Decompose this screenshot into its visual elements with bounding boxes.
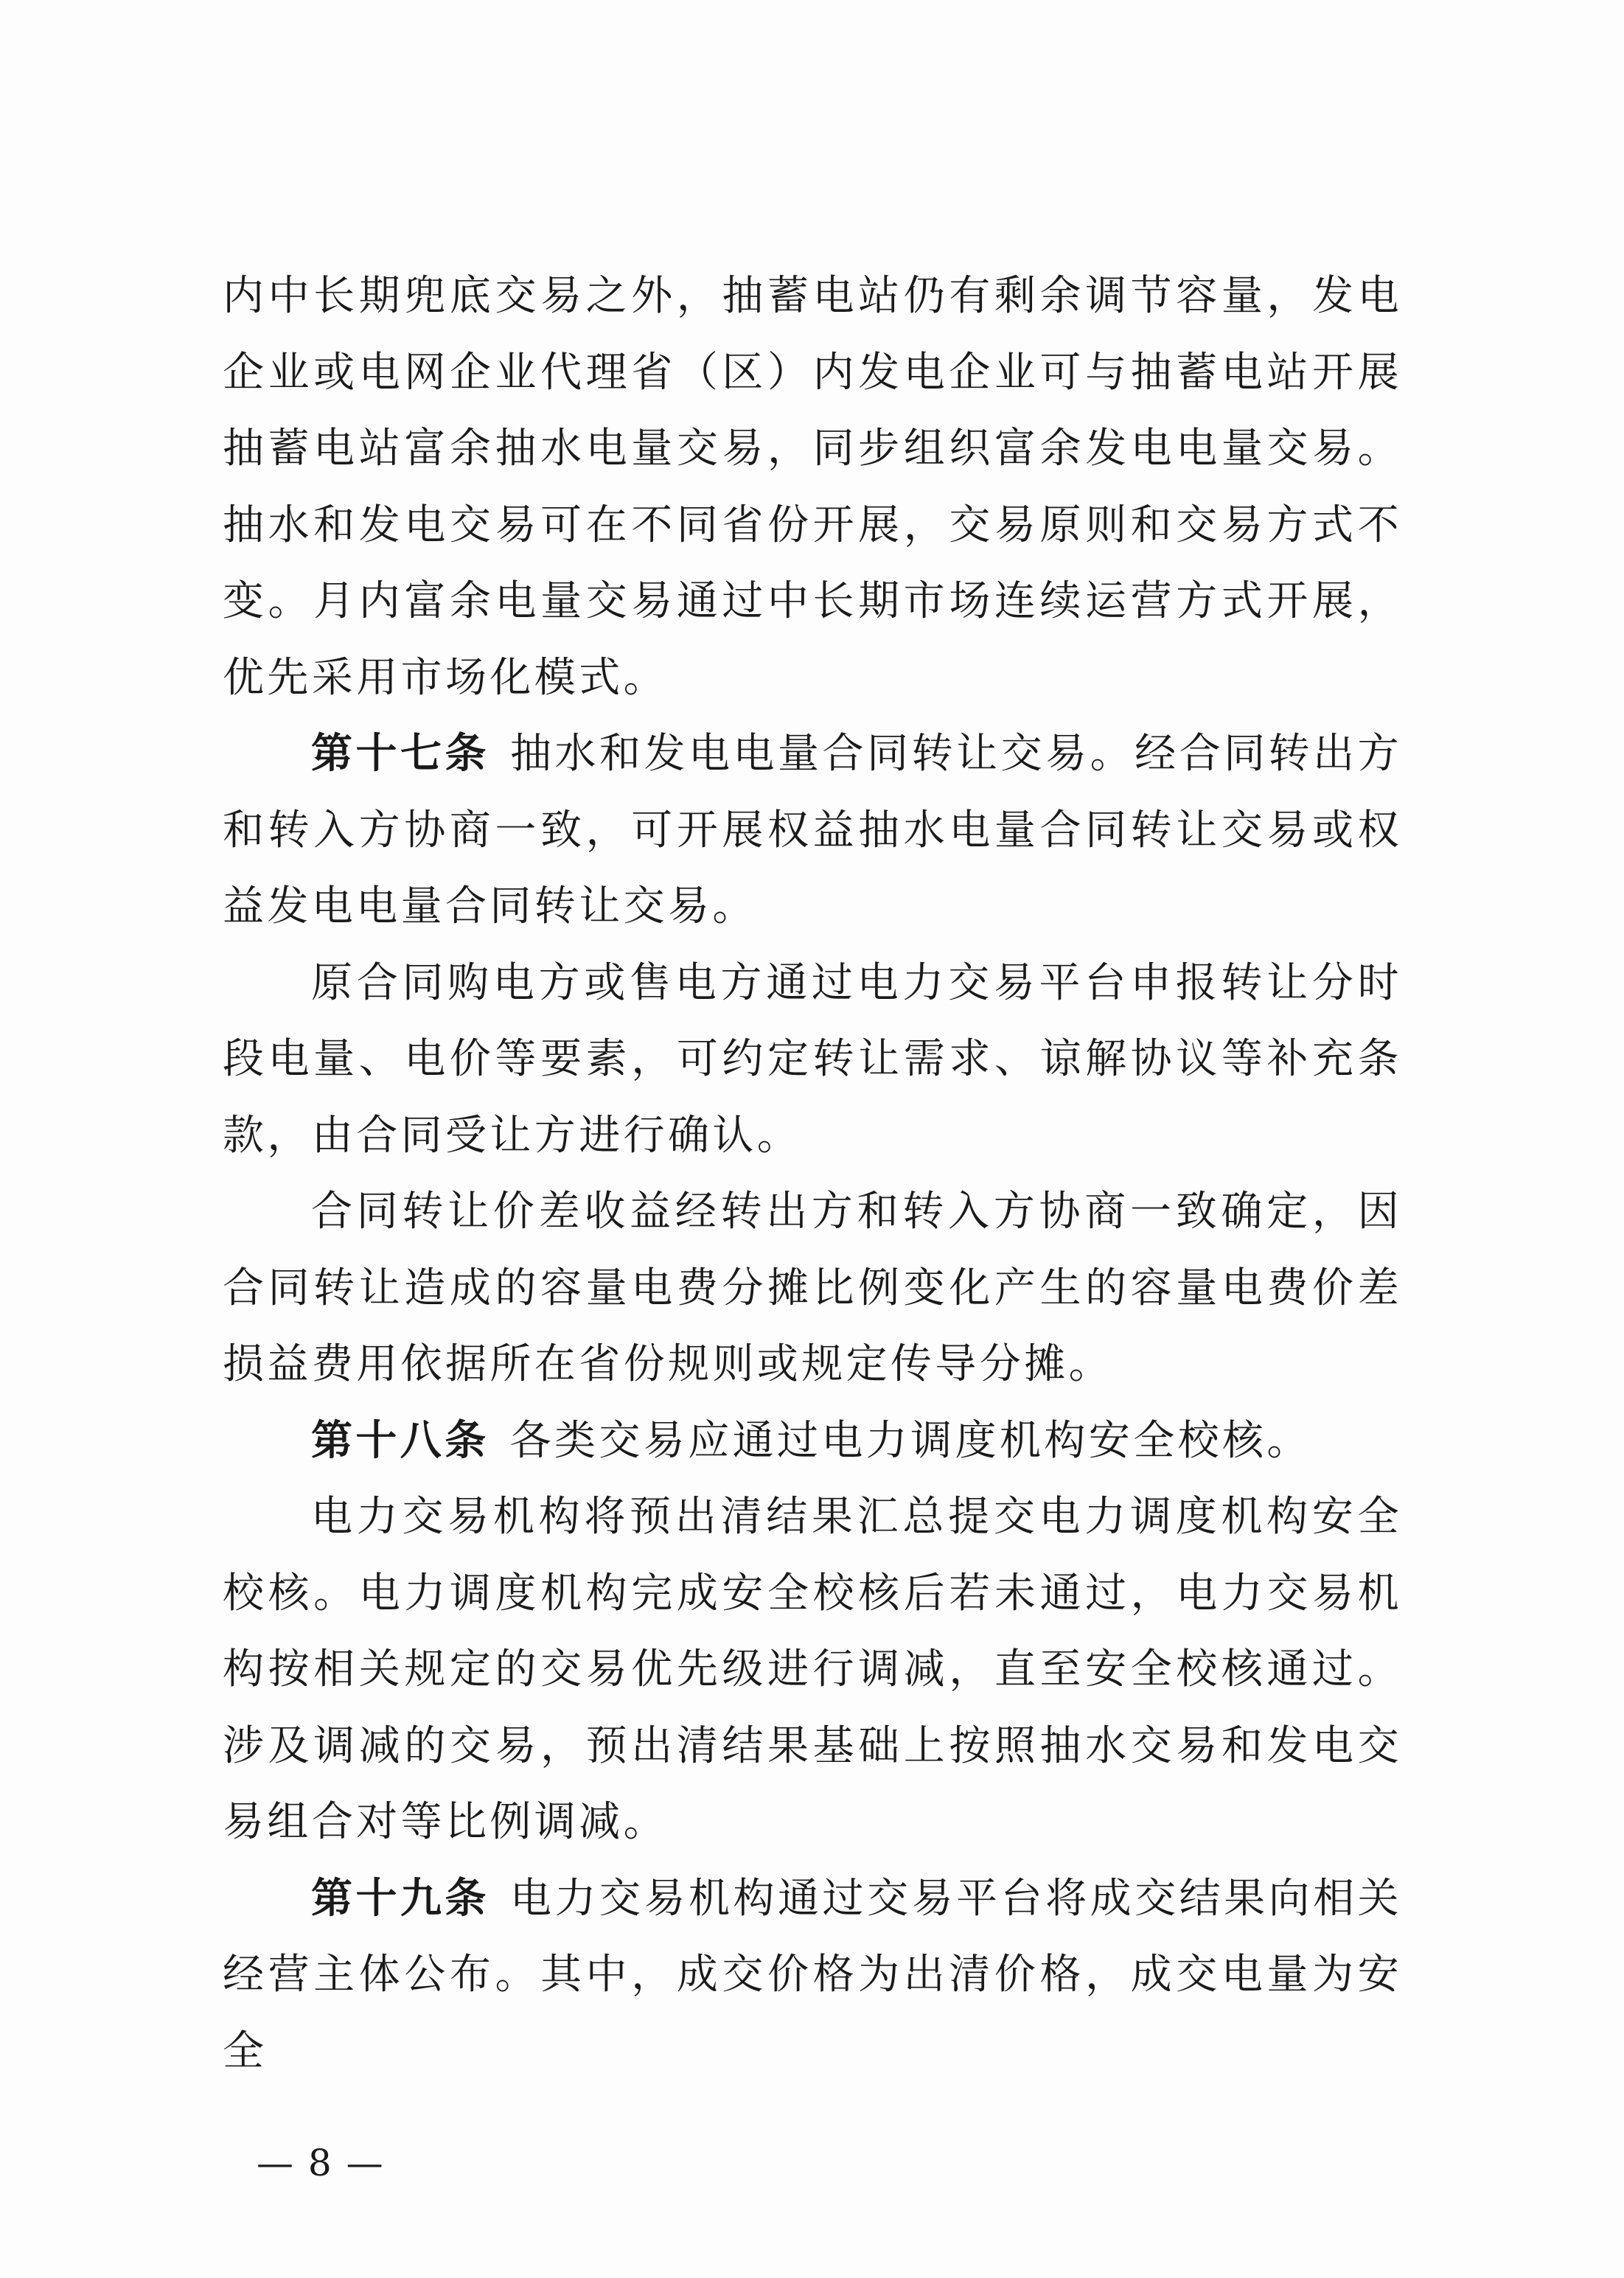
page-number: — 8 — xyxy=(257,2142,385,2184)
body-text xyxy=(223,258,1402,2089)
article-number: 第十八条 xyxy=(311,1415,489,1465)
article-17-paragraph xyxy=(223,716,1402,945)
paragraph xyxy=(223,945,1402,1174)
paragraph-text: 内中长期兜底交易之外，抽蓄电站仍有剩余调节容量，发电企业或电网企业代理省（区）内发电企业可与抽蓄电站开展抽蓄电站富余抽水电量交易，同步组织富余发电电量交易。抽水和发电交易可在不同省份开展，交易原则和交易方式不变。月内富余电量交易通过中长期市场连续运营方式开展，优先采用市场化模式。 xyxy=(223,272,1402,702)
article-number: 第十九条 xyxy=(311,1873,490,1923)
paragraph xyxy=(223,1479,1402,1861)
paragraph-text: 电力交易机构将预出清结果汇总提交电力调度机构安全校核。电力调度机构完成安全校核后若未通过，电力交易机构按相关规定的交易优先级进行调减，直至安全校核通过。涉及调减的交易，预出清结果基础上按照抽水交易和发电交易组合对等比例调减。 xyxy=(223,1493,1402,1846)
article-number: 第十七条 xyxy=(311,729,490,778)
paragraph-text: 原合同购电方或售电方通过电力交易平台申报转让分时段电量、电价等要素，可约定转让需求、谅解协议等补充条款，由合同受让方进行确认。 xyxy=(223,958,1402,1160)
paragraph-text: 电力交易机构通过交易平台将成交结果向相关经营主体公布。其中，成交价格为出清价格，成交电量为安全 xyxy=(223,1874,1403,2075)
paragraph-text: 抽水和发电电量合同转让交易。经合同转出方和转入方协商一致，可开展权益抽水电量合同转让交易或权益发电电量合同转让交易。 xyxy=(223,730,1403,930)
paragraph-text: 合同转让价差收益经转出方和转入方协商一致确定，因合同转让造成的容量电费分摊比例变化产生的容量电费价差损益费用依据所在省份规则或规定传导分摊。 xyxy=(223,1188,1402,1388)
article-19-paragraph xyxy=(223,1861,1402,2090)
paragraph-text: 各类交易应通过电力调度机构安全校核。 xyxy=(509,1416,1311,1465)
paragraph xyxy=(223,1174,1402,1403)
paragraph-continuation xyxy=(223,258,1402,716)
article-18-paragraph xyxy=(223,1403,1402,1480)
